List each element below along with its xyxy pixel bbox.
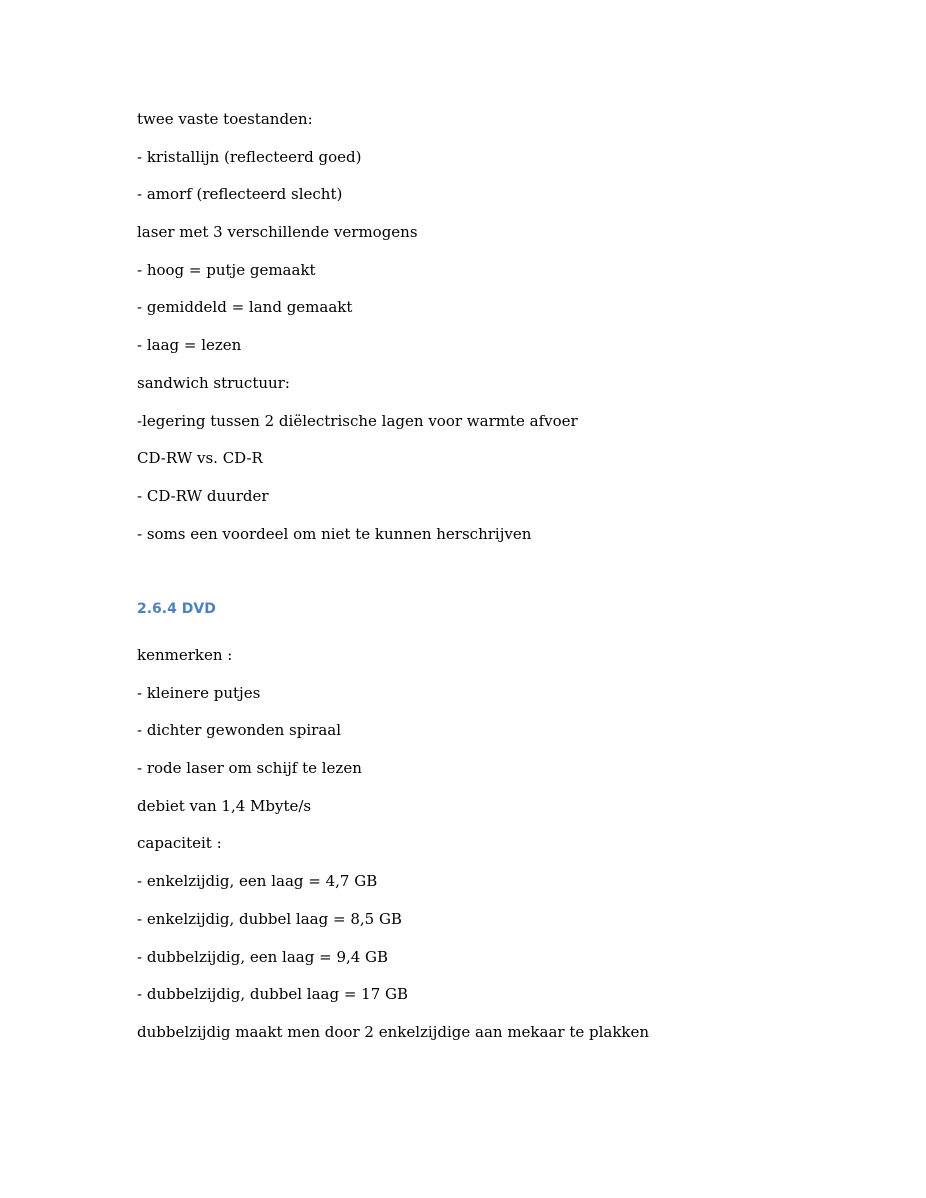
text-line: laser met 3 verschillende vermogens <box>137 223 418 242</box>
text-line: kenmerken : <box>137 646 233 664</box>
text-line: - soms een voordeel om niet te kunnen herschrijven <box>137 524 532 543</box>
text-line: - rode laser om schijf te lezen <box>137 759 362 778</box>
text-line: - CD-RW duurder <box>137 486 269 505</box>
text-line: - dubbelzijdig, een laag = 9,4 GB <box>137 947 389 966</box>
cd-rw-notes <box>137 109 578 561</box>
text-line: capaciteit : <box>137 834 222 853</box>
text-line: - kleinere putjes <box>137 683 261 702</box>
text-line: CD-RW vs. CD-R <box>137 449 263 468</box>
dvd-notes <box>137 645 649 1060</box>
text-line: - amorf (reflecteerd slecht) <box>137 185 343 204</box>
text-line: - dubbelzijdig, dubbel laag = 17 GB <box>137 985 409 1004</box>
text-line: - laag = lezen <box>137 336 242 355</box>
text-line: sandwich structuur: <box>137 373 290 392</box>
text-line: - hoog = putje gemaakt <box>137 260 316 279</box>
text-line: - dichter gewonden spiraal <box>137 721 342 740</box>
section-heading: 2.6.4 DVD <box>137 601 216 617</box>
text-line: - enkelzijdig, dubbel laag = 8,5 GB <box>137 909 402 928</box>
section-heading-wrapper <box>137 599 216 619</box>
text-line: twee vaste toestanden: <box>137 110 313 128</box>
text-line: - enkelzijdig, een laag = 4,7 GB <box>137 872 378 891</box>
text-line: dubbelzijdig maakt men door 2 enkelzijdige aan mekaar te plakken <box>137 1022 650 1041</box>
text-line: -legering tussen 2 diëlectrische lagen voor warmte afvoer <box>137 411 578 430</box>
text-line: - gemiddeld = land gemaakt <box>137 298 353 317</box>
text-line: - kristallijn (reflecteerd goed) <box>137 147 362 166</box>
text-line: debiet van 1,4 Mbyte/s <box>137 796 312 815</box>
